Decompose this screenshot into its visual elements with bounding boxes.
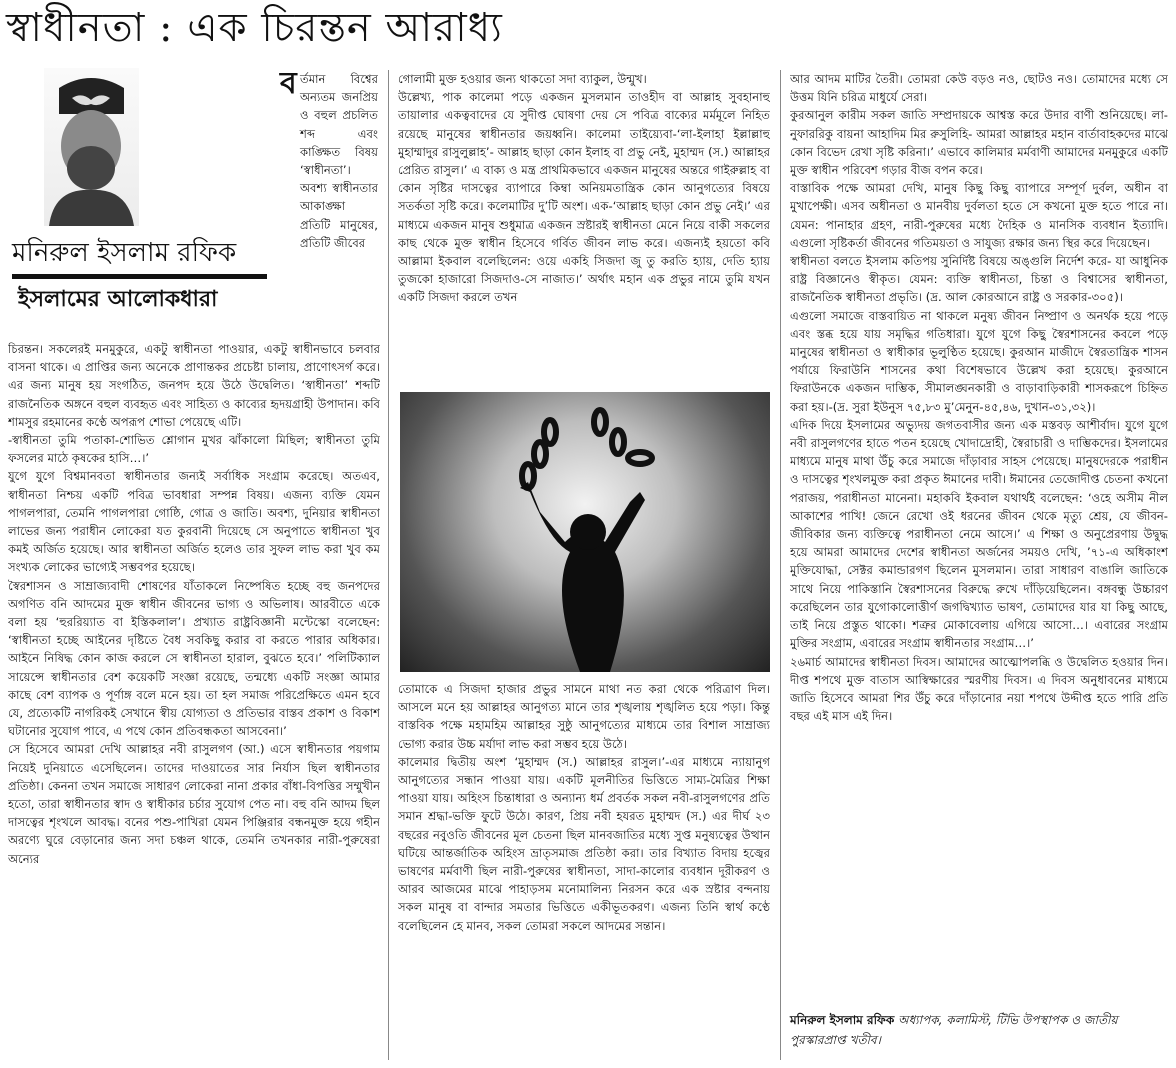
paragraph: বাস্তাবিক পক্ষে আমরা দেখি, মানুষ কিছু কিছু ব্যাপারে সম্পূর্ণ দুর্বল, অধীন বা মুখাপেক্ষী। এসব অধীনতা ও মানবীয় দুর্বলতা হতে সে কখনো মুক্ত হতে পারে না। যেমন: পানাহার গ্রহণ, নারী-পুরুষের মধ্যে দৈহিক ও মানসিক ব্যবধান ইত্যাদি। এগুলো সৃষ্টিকর্তা জীবনের গতিময়তা ও সাযুজ্য রক্ষার জন্য স্থির করে দিয়েছেন। <box>790 181 1168 250</box>
column-1 <box>8 340 380 1060</box>
paragraph: গোলামী মুক্ত হওয়ার জন্য থাকতো সদা ব্যাকুল, উন্মুখ। <box>398 72 647 86</box>
author-name: মনিরুল ইসলাম রফিক <box>12 238 237 268</box>
paragraph: স্বৈরশাসন ও সাম্রাজ্যবাদী শোষণের যাঁতাকলে নিষ্পেষিত হচ্ছে বহু জনপদের অগণিত বনি আদমের মুক্ত স্বাধীন জীবনের ভাগ্য ও অভিলাষ। আরবীতে একে বলা হয় ‘হুররিয়্যাত বা ইস্তিকলাল’। প্রখ্যাত রাষ্ট্রবিজ্ঞানী মন্টেস্কো বলেছেন: ‘স্বাধীনতা হচ্ছে আইনের দৃষ্টিতে বৈধ সবকিছু করার বা করতে পারার অধিকার। আইনে নিষিদ্ধ কোন কাজ করলে সে স্বাধীনতা হারাল, বুঝতে হবে।’ পলিটিক্যাল সায়েন্সে স্বাধীনতার বেশ কয়েকটি সংজ্ঞা রয়েছে, তন্মধ্যে একটি সংজ্ঞা আমার কাছে বেশ ব্যাপক ও পূর্ণাঙ্গ বলে মনে হয়। তা হল সমাজ পরিপ্রেক্ষিতে এমন হবে যে, প্রত্যেকটি নাগরিকই সেখানে স্বীয় যোগ্যতা ও প্রতিভার বাস্তব প্রকাশ ও বিকাশ ঘটানোর সুযোগ পাবে, এ পথে কোন প্রতিবন্ধকতা আসবেনা।’ <box>8 578 380 739</box>
author-rule <box>12 274 267 279</box>
byline-desc: অধ্যাপক, কলামিস্ট, টিভি উপস্থাপক ও জাতীয় পুরস্কারপ্রাপ্ত খতীব। <box>790 1013 1118 1047</box>
headline: স্বাধীনতা : এক চিরন্তন আরাধ্য <box>6 5 503 51</box>
column-2-top <box>398 70 770 390</box>
paragraph: স্বাধীনতা বলতে ইসলাম কতিপয় সুনির্দিষ্ট বিষয়ে অঙ্গুলি নির্দেশ করে- যা আধুনিক রাষ্ট্র বিজ্ঞানেও স্বীকৃত। যেমন: ব্যক্তি স্বাধীনতা, চিন্তা ও বিশ্বাসের স্বাধীনতা, রাজনৈতিক স্বাধীনতা প্রভৃতি। (দ্র. আল কোরআনে রাষ্ট্র ও সরকার-৩০৫)। <box>790 254 1168 305</box>
byline-name: মনিরুল ইসলাম রফিক <box>790 1013 895 1027</box>
author-photo <box>44 68 139 226</box>
paragraph: চিরন্তন। সকলেরই মনমুকুরে, একটু স্বাধীনতা পাওয়ার, একটু স্বাধীনভাবে চলবার বাসনা থাকে। এ প্রাপ্তির জন্য অনেকে প্রাণান্তকর প্রচেষ্টা চালায়, প্রাণোৎসর্গ করে। এর জন্য মানুষ হয় সংগঠিত, জনপদ হয়ে উঠে উদ্বেলিত। ‘স্বাধীনতা’ শব্দটি রাজনৈতিক অঙ্গনে বহুল ব্যবহৃত এবং সাহিত্য ও কাব্যের হৃদয়গ্রাহী উপাদান। কবি শামসুর রহমানের কণ্ঠে অপরূপ শোভা পেয়েছে এটি। <box>8 342 380 429</box>
paragraph: আর আদম মাটির তৈরী। তোমরা কেউ বড়ও নও, ছোটও নও। তোমাদের মধ্যে সে উত্তম যিনি চরিত্র মাধুর্যে সেরা। <box>790 72 1168 105</box>
chain-illustration <box>400 392 770 672</box>
paragraph: সে হিসেবে আমরা দেখি আল্লাহর নবী রাসুলগণ (আ.) এসে স্বাধীনতার পয়গাম নিয়েই দুনিয়াতে এসেছিলেন। তাদের দাওয়াতের সার নির্যাস ছিল স্বাধীনতার প্রতিষ্ঠা। কেননা তখন সমাজে সাধারণ লোকেরা নানা প্রকার বাঁধা-বিপত্তির সম্মুখীন হতো, তারা স্বাধীনতার স্বাদ ও স্বাধীকার চর্চার সুযোগ পেত না। বহু বনি আদম ছিল দাসত্বের শৃংখলে আবদ্ধ। বনের পশু-পাখিরা যেমন পিঞ্জিরার বন্ধনমুক্ত হয়ে গহীন অরণ্যে ঘুরে বেড়ানোর জন্য সদা চঞ্চল থাকে, তেমনি তখনকার নারী-পুরুষেরা অন্যের <box>8 742 380 866</box>
column-divider <box>388 70 389 1060</box>
column-3 <box>790 70 1168 990</box>
lead-paragraph: র্তমান বিশ্বের অন্যতম জনপ্রিয় ও বহুল প্রচলিত শব্দ এবং কাঙ্ক্ষিত বিষয় ‘স্বাধীনতা’। অবশ্য স্বাধীনতার আকাঙ্ক্ষা প্রতিটি মানুষের, প্রতিটি জীবের <box>300 72 378 250</box>
drop-cap: ব <box>280 66 297 101</box>
column-2-bottom <box>398 680 770 1065</box>
lead-column <box>278 66 378 340</box>
paragraph: -স্বাধীনতা তুমি পতাকা-শোভিত শ্লোগান মুখর ঝাঁকালো মিছিল; স্বাধীনতা তুমি ফসলের মাঠে কৃষকের হাসি…।’ <box>8 433 380 466</box>
column-name: ইসলামের আলোকধারা <box>18 286 218 312</box>
paragraph: ২৬মার্চ আমাদের স্বাধীনতা দিবস। আমাদের আত্মোপলব্ধি ও উদ্বেলিত হওয়ার দিন। দীপ্ত শপথে মুক্ত বাতাস আস্বিক্ষারের স্মরণীয় দিবস। এ দিবস অনুধাবনের মাধ্যমে জাতি হিসেবে আমরা শির উঁচু করে দাঁড়ানোর নয়া শপথে উদ্দীপ্ত হতে পারি প্রতি বছর এই মাস এই দিন। <box>790 654 1168 724</box>
paragraph: কুরআনুল কারীম সকল জাতি সম্প্রদায়কে আশ্বস্ত করে উদার বাণী শুনিয়েছে। লা-নুফাররিকু বায়না আহাদিম মির রুসুলিহি- আমরা আল্লাহর মহান বার্তাবাহকদের মাঝে কোন বিভেদ রেখা সৃষ্টি করিনা।’ এভাবে কালিমার মর্মবাণী আমাদের মনমুকুরে একটি মুক্ত স্বাধীন পরিবেশ গড়ার বীজ বপন করে। <box>790 108 1168 178</box>
paragraph: তোমাকে এ সিজদা হাজার প্রভুর সামনে মাথা নত করা থেকে পরিত্রাণ দিল। আসলে মনে হয় আল্লাহর আনুগত্য মানে তার শৃঙ্খলায় শৃঙ্খলিত হয়ে পড়া। কিন্তু বাস্তবিক পক্ষে মহামহিম আল্লাহর সুষ্ঠু আনুগত্যের মাধ্যমে তার বিশাল সাম্রাজ্য ভোগ্য করার উচ্চ মর্যাদা লাভ করা সম্ভব হয়ে উঠে। <box>398 682 770 751</box>
paragraph: কালেমার দ্বিতীয় অংশ ‘মুহাম্মদ (স.) আল্লাহর রাসুল।’-এর মাধ্যমে ন্যায়ানুগ আনুগত্যের সন্ধান পাওয়া যায়। একটি মূলনীতির ভিত্তিতে সাম্য-মৈত্রির শিক্ষা পাওয়া যায়। অহিংস চিন্তাধারা ও অন্যান্য ধর্ম প্রবর্তক সকল নবী-রাসুলগণের প্রতি সমান শ্রদ্ধা-ভক্তি ফুটে উঠে। কারণ, প্রিয় নবী হযরত মুহাম্মদ (স.) এর দীর্ঘ ২৩ বছরের নবুওতি জীবনের মূল চেতনা ছিল মানবজাতির মধ্যে সুপ্ত মনুষ্যত্বের উত্থান ঘটিয়ে আন্তর্জাতিক অহিংস ভ্রাতৃসমাজ প্রতিষ্ঠা করা। তার বিখ্যাত বিদায় হজ্বের ভাষণের মর্মবাণী ছিল নারী-পুরুষের স্বাধীনতা, সাদা-কালোর ব্যবধান দূরীকরণ ও আরব আজমের মাঝে পাহাড়সম মনোমালিন্য নিরসন করে এক স্রষ্টার বন্দনায় সকল মানুষ বা বান্দার সমতার ভিত্তিতে একীভূতকরণ। এজন্য তিনি স্বার্থ কণ্ঠে বলেছিলেন হে মানব, সকল তোমরা সকলে আদমের সন্তান। <box>398 754 770 933</box>
paragraph: এদিক দিয়ে ইসলামের অভ্যুদয় জগতবাসীর জন্য এক মস্তবড় আশীর্বাদ। যুগে যুগে নবী রাসুলগণের হাতে পতন হয়েছে খোদাদ্রোহী, স্বৈরাচারী ও দাম্ভিকদের। ইসলামের মাধ্যমে মানুষ মাথা উঁচু করে সমাজে দাঁড়াবার সাহস পেয়েছে। মানুষদেরকে পরাধীন ও দাসত্বের শৃংখলমুক্ত করা প্রকৃত ঈমানের দাবী। ঈমানের তেজোদীপ্ত চেতনা কখনো পরাজয়, পরাধীনতা মানেনা। মহাকবি ইকবাল যথার্থই বলেছেন: ‘ওহে অসীম নীল আকাশের পাখি! জেনে রেখো ওই ধরনের জীবন থেকে মৃত্যু শ্রেয়, যে জীবন-জীবিকার জন্য ব্যক্তিত্বে পরাধীনতা নেমে আসে।’ এ শিক্ষা ও অনুপ্রেরণায় উদ্বুদ্ধ হয়ে আমরা আমাদের দেশের স্বাধীনতা অর্জনের সময়ও দেখি, ’৭১-এ অধিকাংশ মুক্তিযোদ্ধা, সেক্টর কমান্ডারগণ ছিলেন মুসলমান। তারা সাধারণ বাঙালি জাতিকে সাথে নিয়ে পাকিস্তানি স্বৈরশাসনের বিরুদ্ধে রুখে দাঁড়িয়েছিলেন। বঙ্গবন্ধু উচ্চারণ করেছিলেন তার যুগোকালোত্তীর্ণ জগদ্বিখ্যাত ভাষণ, তোমাদের যার যা কিছু আছে, তাই নিয়ে প্রস্তুত থাকো। শত্রুর মোকাবেলায় এগিয়ে আসো…। এবারের সংগ্রাম মুক্তির সংগ্রাম, এবারের সংগ্রাম স্বাধীনতার সংগ্রাম…।’ <box>790 417 1168 651</box>
paragraph: উল্লেখ্য, পাক কালেমা পড়ে একজন মুসলমান তাওহীদ বা আল্লাহ সুবহানাহু তায়ালার একত্ববাদের যে সুদীপ্ত ঘোষণা দেয় সে পবিত্র বাক্যের মর্মমূলে নিহিত রয়েছে মানুষের স্বাধীনতার জয়ধ্বনি। কালেমা তাইয়্যেবা-‘লা-ইলাহা ইল্লাল্লাহু মুহাম্মাদুর রাসুলুল্লাহ’- আল্লাহ ছাড়া কোন ইলাহ বা প্রভু নেই, মুহাম্মদ (স.) আল্লাহর প্রেরিত রাসুল।’ এ বাক্য ও মন্ত্র প্রাথমিকভাবে একজন মানুষের অন্তরে গাইরুল্লাহ বা কোন সৃষ্টির দাসত্বের ব্যাপারে কিম্বা অনিয়মতান্ত্রিক কোন আনুগত্যের বিষয়ে সতর্কতা সৃষ্টি করে। কলেমাটির দু’টি অংশ। এক-‘আল্লাহ ছাড়া কোন প্রভু নেই।’ এর মাধ্যমে একজন মানুষ শুধুমাত্র একজন স্রষ্টারই স্বাধীনতা মেনে নিয়ে বাকী সকলের কাছ থেকে মুক্ত স্বাধীন হিসেবে গর্বিত জীবন লাভ করে। এজন্যই হয়তো কবি আল্লামা ইকবাল বলেছিলেন: ওয়ে একহি সিজদা জু তু করতি হ্যায়, দেতি হ্যায় তুজকো হাজারো সিজদাও-সে নাজাত।’ অর্থাৎ মহান এক প্রভুর নামে তুমি যখন একটি সিজদা করলে তখন <box>398 90 770 305</box>
paragraph: যুগে যুগে বিশ্বমানবতা স্বাধীনতার জন্যই সর্বাধিক সংগ্রাম করেছে। অতএব, স্বাধীনতা নিশ্চয় একটি পবিত্র ভাবধারা সম্পন্ন বিষয়। এজন্য ব্যক্তি যেমন পাগলপারা, তেমনি পাগলপারা গোষ্ঠি, গোত্র ও জাতি। অবশ্য, দুনিয়ার স্বাধীনতা লাভের জন্য পরাধীন লোকেরা যত কুরবানী দিয়েছে সে অনুপাতে স্বাধীনতা খুব কমই অর্জিত হয়েছে। আর স্বাধীনতা অর্জিত হলেও তার সুফল লাভ করা খুব কম সংখ্যক লোকের ভাগ্যেই সম্ভবপর হয়েছে। <box>8 469 380 575</box>
byline <box>790 1010 1170 1050</box>
paragraph: এগুলো সমাজে বাস্তবায়িত না থাকলে মনুষ্য জীবন নিষ্প্রাণ ও অনর্থক হয়ে পড়ে এবং স্তব্ধ হয়ে যায় সমৃদ্ধির গতিধারা। যুগে যুগে কিছু স্বৈরশাসনের কবলে পড়ে মানুষের স্বাধীনতা ও স্বাধীকার ভূলুণ্ঠিত হয়েছে। কুরআন মাজীদে স্বৈরতান্ত্রিক শাসন পর্যায়ে ফিরাউনি শাসনের কথা বিশেষভাবে উল্লেখ করা হয়েছে। কুরআনে ফিরাউনকে একজন দাম্ভিক, সীমালঙ্ঘনকারী ও বাড়াবাড়িকারী শাসকরূপে চিহ্নিত করা হয়।-(দ্র. সুরা ইউনুস ৭৫,৮৩ মু’মেনুন-৪৫,৪৬, দুখান-৩১,৩২)। <box>790 308 1168 414</box>
column-divider <box>780 70 781 1060</box>
